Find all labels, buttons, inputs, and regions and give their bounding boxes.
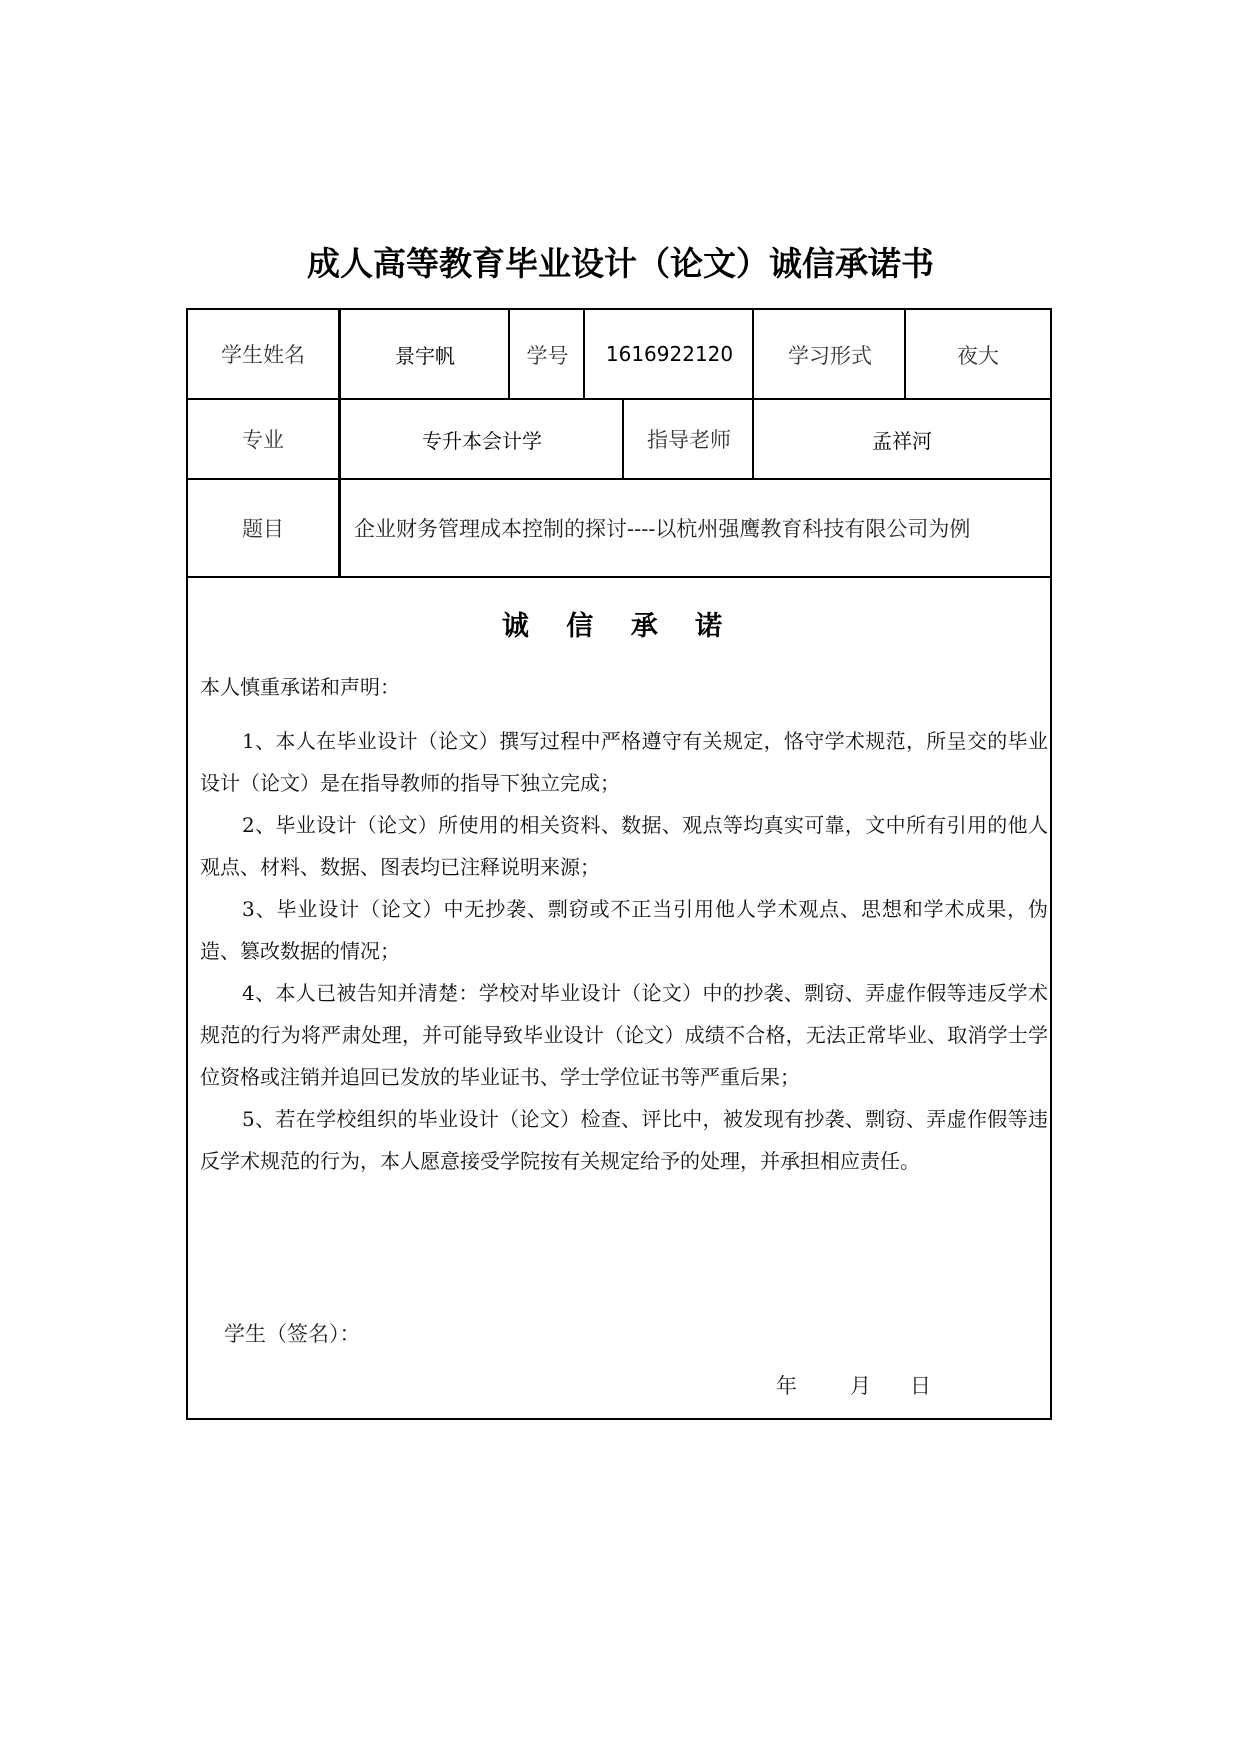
pledge-form <box>186 308 1052 1420</box>
major-label: 专业 <box>242 428 284 452</box>
column-divider <box>583 310 585 398</box>
topic-value: 企业财务管理成本控制的探讨----以杭州强鹰教育科技有限公司为例 <box>354 517 971 541</box>
column-divider <box>904 310 906 398</box>
column-divider <box>752 310 754 398</box>
pledge-heading: 诚 信 承 诺 <box>501 611 737 642</box>
column-divider <box>338 310 341 576</box>
pledge-item: 4、本人已被告知并清楚：学校对毕业设计（论文）中的抄袭、剽窃、弄虚作假等违反学术规范的行为将严肃处理，并可能导致毕业设计（论文）成绩不合格，无法正常毕业、取消学士学位资格或注销并追回已发放的毕业证书、学士学位证书等严重后果； <box>200 981 1048 1089</box>
student-id-label: 学号 <box>526 344 569 368</box>
date-day-label: 日 <box>910 1374 931 1398</box>
column-divider <box>752 398 754 478</box>
column-divider <box>508 310 510 398</box>
pledge-intro: 本人慎重承诺和声明： <box>200 675 400 699</box>
pledge-body <box>200 666 1048 1182</box>
study-mode-value: 夜大 <box>957 344 999 368</box>
row-divider <box>188 576 1050 578</box>
date-month-label: 月 <box>850 1374 871 1398</box>
student-name-label: 学生姓名 <box>221 343 305 367</box>
pledge-item: 3、毕业设计（论文）中无抄袭、剽窃或不正当引用他人学术观点、思想和学术成果，伪造、篡改数据的情况； <box>200 897 1048 963</box>
major-value: 专升本会计学 <box>422 428 542 453</box>
date-year-label: 年 <box>776 1374 797 1398</box>
student-name-value: 景宇帆 <box>395 343 455 368</box>
study-mode-label: 学习形式 <box>788 344 872 368</box>
signature-label: 学生（签名）： <box>224 1322 361 1346</box>
date-line <box>776 1370 931 1400</box>
student-id-value: 1616922120 <box>605 342 734 366</box>
topic-label: 题目 <box>242 517 284 541</box>
pledge-item: 1、本人在毕业设计（论文）撰写过程中严格遵守有关规定，恪守学术规范，所呈交的毕业设计（论文）是在指导教师的指导下独立完成； <box>200 729 1048 795</box>
advisor-value: 孟祥河 <box>872 428 932 453</box>
pledge-item: 5、若在学校组织的毕业设计（论文）检查、评比中，被发现有抄袭、剽窃、弄虚作假等违反学术规范的行为，本人愿意接受学院按有关规定给予的处理，并承担相应责任。 <box>200 1107 1048 1173</box>
document-title: 成人高等教育毕业设计（论文）诚信承诺书 <box>307 244 934 283</box>
advisor-label: 指导老师 <box>647 428 731 452</box>
pledge-item: 2、毕业设计（论文）所使用的相关资料、数据、观点等均真实可靠，文中所有引用的他人观点、材料、数据、图表均已注释说明来源； <box>200 813 1048 879</box>
column-divider <box>622 398 624 478</box>
